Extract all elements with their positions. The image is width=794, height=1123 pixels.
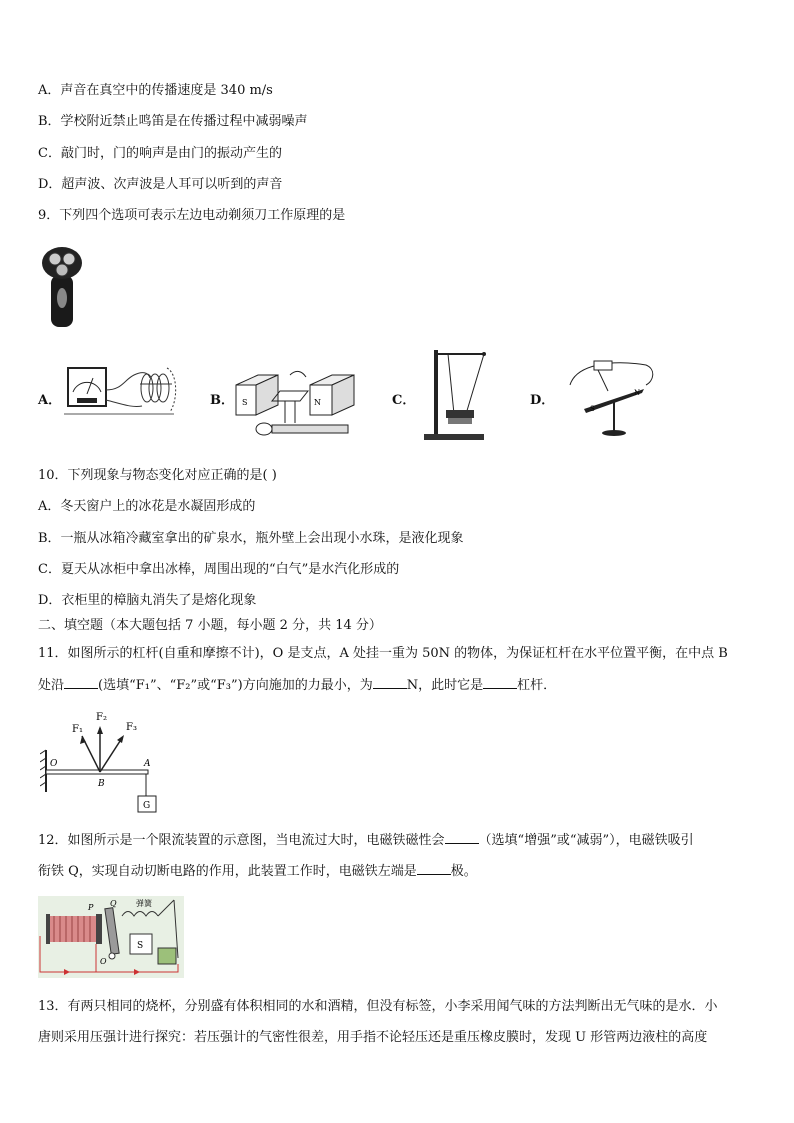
q10-option-c: C．夏天从冰柜中拿出冰棒，周围出现的“白气”是水汽化形成的 bbox=[38, 562, 400, 577]
q11-blank-3 bbox=[483, 676, 517, 689]
q9-option-c-label: C． bbox=[392, 393, 416, 408]
current-limiter-figure bbox=[38, 896, 184, 978]
q13-line-1: 13．有两只相同的烧杯，分别盛有体积相同的水和酒精，但没有标签，小李采用闻气味的方法判断出无气味的是水．小 bbox=[38, 999, 718, 1014]
force-f1-label: F₁ bbox=[72, 724, 83, 735]
limiter-p-label: P bbox=[88, 903, 94, 912]
q9-stem: 9．下列四个选项可表示左边电动剃须刀工作原理的是 bbox=[38, 208, 346, 223]
lever-b-label: B bbox=[98, 779, 105, 789]
force-f3-label: F₃ bbox=[126, 722, 137, 733]
q9-option-b-label: B． bbox=[210, 393, 234, 408]
q8-option-b: B．学校附近禁止鸣笛是在传播过程中减弱噪声 bbox=[38, 114, 308, 129]
q12-blank-2 bbox=[417, 862, 451, 875]
q9-b-n-label: N bbox=[314, 398, 321, 407]
q10-stem: 10．下列现象与物态变化对应正确的是( ) bbox=[38, 468, 277, 483]
q11-line-1: 11．如图所示的杠杆(自重和摩擦不计)，O 是支点，A 处挂一重为 50N 的物体，为保证杠杆在水平位置平衡，在中点 B bbox=[38, 646, 728, 661]
q10-option-d: D．衣柜里的樟脑丸消失了是熔化现象 bbox=[38, 593, 257, 608]
q10-option-b: B．一瓶从冰箱冷藏室拿出的矿泉水，瓶外壁上会出现小水珠，是液化现象 bbox=[38, 531, 464, 546]
electric-shaver-image bbox=[40, 243, 84, 329]
q12-line-1 bbox=[38, 831, 764, 850]
section-2-heading: 二、填空题（本大题包括 7 小题，每小题 2 分，共 14 分） bbox=[38, 618, 382, 633]
q11-line-2 bbox=[38, 676, 764, 695]
q9-option-a-figure bbox=[62, 360, 180, 420]
q11-text-d: 杠杆． bbox=[517, 678, 557, 693]
q11-text-c: N，此时它是 bbox=[406, 678, 484, 693]
q12-blank-1 bbox=[445, 831, 479, 844]
q12-text-d: 极。 bbox=[450, 864, 477, 879]
q13-line-2: 唐则采用压强计进行探究：若压强计的气密性很差，用手指不论轻压还是重压橡皮膜时，发现 U 形管两边液柱的高度 bbox=[38, 1030, 708, 1045]
q9-option-c-figure bbox=[418, 348, 490, 444]
q9-d-n-label: N bbox=[634, 389, 641, 397]
q10-option-a: A．冬天窗户上的冰花是水凝固形成的 bbox=[38, 499, 256, 514]
q9-b-s-label: S bbox=[242, 398, 248, 407]
lever-a-label: A bbox=[144, 759, 151, 769]
q9-d-s-label: S bbox=[590, 405, 595, 413]
q11-text-b: (选填“F₁”、“F₂”或“F₃”)方向施加的力最小，为 bbox=[98, 678, 373, 693]
q11-blank-1 bbox=[64, 676, 98, 689]
q8-option-c: C．敲门时，门的响声是由门的振动产生的 bbox=[38, 146, 282, 161]
force-f2-label: F₂ bbox=[96, 712, 107, 723]
q11-text-a: 处沿 bbox=[38, 678, 65, 693]
q12-text-b: （选填“增强”或“减弱”），电磁铁吸引 bbox=[478, 833, 694, 848]
q9-option-d-figure bbox=[560, 355, 660, 441]
q9-option-a-label: A． bbox=[38, 393, 62, 408]
q12-text-c: 衔铁 Q，实现自动切断电路的作用，此装置工作时，电磁铁左端是 bbox=[38, 864, 417, 879]
limiter-spring-label: 弹簧 bbox=[136, 899, 152, 908]
limiter-o-label: O bbox=[100, 957, 107, 966]
lever-o-label: O bbox=[50, 759, 58, 769]
q9-option-d-label: D． bbox=[530, 393, 555, 408]
weight-g-label: G bbox=[143, 801, 151, 811]
q8-option-a: A．声音在真空中的传播速度是 340 m/s bbox=[38, 83, 273, 98]
q12-text-a: 12．如图所示是一个限流装置的示意图，当电流过大时，电磁铁磁性会 bbox=[38, 833, 445, 848]
lever-figure bbox=[40, 708, 170, 818]
limiter-q-label: Q bbox=[110, 899, 117, 908]
q8-option-d: D．超声波、次声波是人耳可以听到的声音 bbox=[38, 177, 283, 192]
q11-blank-2 bbox=[373, 676, 407, 689]
q12-line-2 bbox=[38, 862, 764, 881]
limiter-s-label: S bbox=[137, 941, 144, 951]
q9-option-b-figure bbox=[230, 365, 360, 443]
